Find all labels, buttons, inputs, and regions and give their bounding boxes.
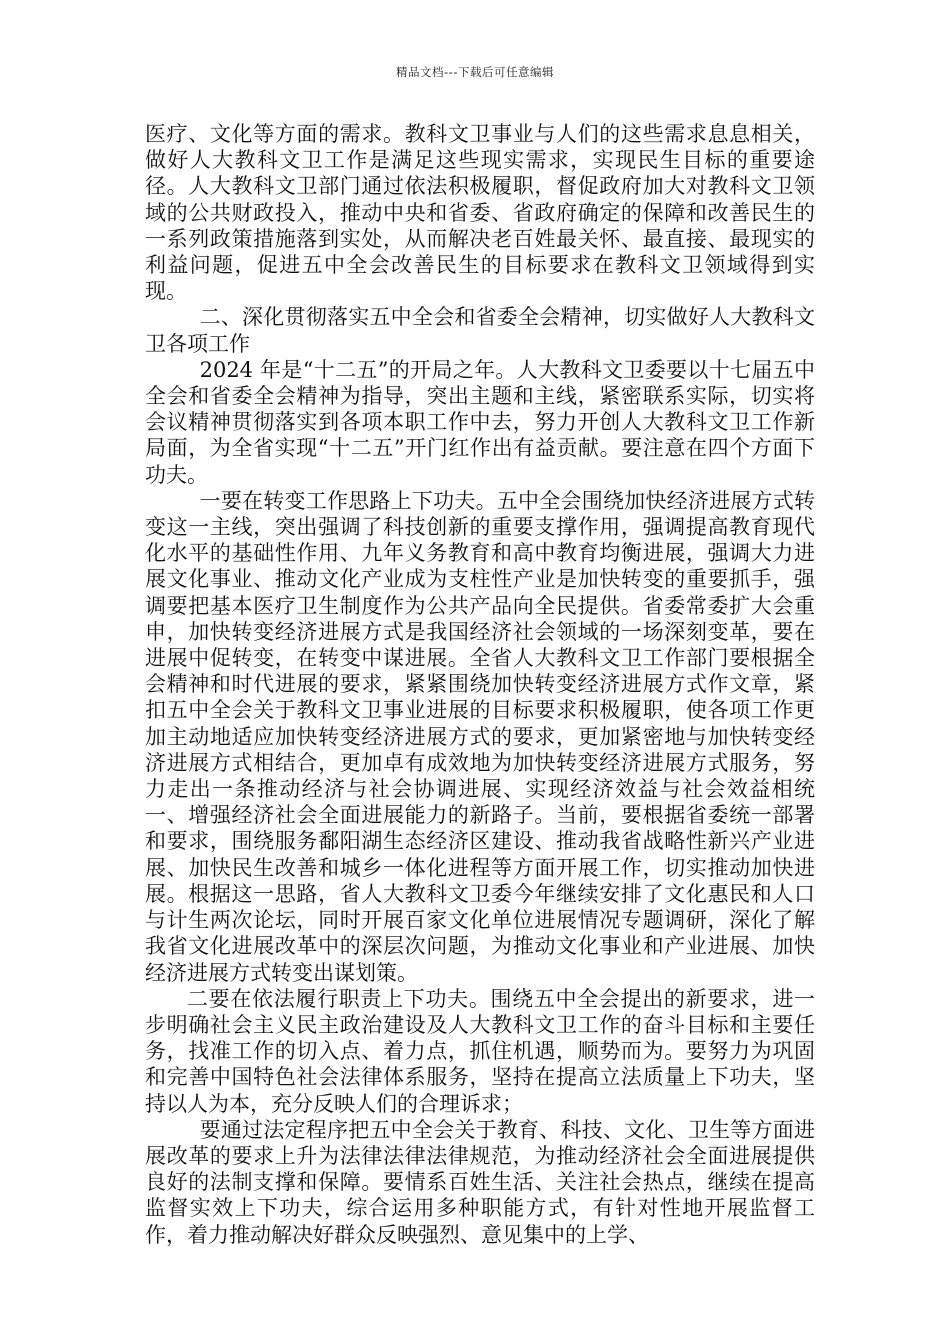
document-body	[145, 121, 815, 1248]
page-header: 精品文档---下载后可任意编辑	[396, 65, 554, 79]
paragraph-point-two: 二要在依法履行职责上下功夫。围绕五中全会提出的新要求，进一步明确社会主义民主政治建设及人大教科文卫工作的奋斗目标和主要任务，找准工作的切入点、着力点，抓住机遇，顺势而为。要努力为巩固和完善中国特色社会法律体系服务，坚持在提高立法质量上下功夫，坚持以人为本，充分反映人们的合理诉求；	[145, 986, 815, 1116]
paragraph-2024: 2024 年是“十二五”的开局之年。人大教科文卫委要以十七届五中全会和省委全会精神为指导，突出主题和主线，紧密联系实际，切实将会议精神贯彻落实到各项本职工作中去，努力开创人大教科文卫工作新局面，为全省实现“十二五”开门红作出有益贡献。要注意在四个方面下功夫。	[145, 357, 815, 487]
section-heading-2: 二、深化贯彻落实五中全会和省委全会精神，切实做好人大教科文卫各项工作	[145, 305, 815, 356]
paragraph-point-one: 一要在转变工作思路上下功夫。五中全会围绕加快经济进展方式转变这一主线，突出强调了科技创新的重要支撑作用，强调提高教育现代化水平的基础性作用、九年义务教育和高中教育均衡进展，强调大力进展文化事业、推动文化产业成为支柱性产业是加快转变的重要抓手，强调要把基本医疗卫生制度作为公共产品向全民提供。省委常委扩大会重申，加快转变经济进展方式是我国经济社会领域的一场深刻变革，要在进展中促转变，在转变中谋进展。全省人大教科文卫工作部门要根据全会精神和时代进展的要求，紧紧围绕加快转变经济进展方式作文章，紧扣五中全会关于教科文卫事业进展的目标要求积极履职，使各项工作更加主动地适应加快转变经济进展方式的要求，更加紧密地与加快转变经济进展方式相结合，更加卓有成效地为加快转变经济进展方式服务，努力走出一条推动经济与社会协调进展、实现经济效益与社会效益相统一、增强经济社会全面进展能力的新路子。当前，要根据省委统一部署和要求，围绕服务鄱阳湖生态经济区建设、推动我省战略性新兴产业进展、加快民生改善和城乡一体化进程等方面开展工作，切实推动加快进展。根据这一思路，省人大教科文卫委今年继续安排了文化惠民和人口与计生两次论坛，同时开展百家文化单位进展情况专题调研，深化了解我省文化进展改革中的深层次问题，为推动文化事业和产业进展、加快经济进展方式转变出谋划策。	[145, 488, 815, 985]
paragraph-1: 医疗、文化等方面的需求。教科文卫事业与人们的这些需求息息相关，做好人大教科文卫工作是满足这些现实需求，实现民生目标的重要途径。人大教科文卫部门通过依法积极履职，督促政府加大对教科文卫领域的公共财政投入，推动中央和省委、省政府确定的保障和改善民生的一系列政策措施落到实处，从而解决老百姓最关怀、最直接、最现实的利益问题，促进五中全会改善民生的目标要求在教科文卫领域得到实现。	[145, 122, 815, 304]
paragraph-legal-procedure: 要通过法定程序把五中全会关于教育、科技、文化、卫生等方面进展改革的要求上升为法律法律法律规范，为推动经济社会全面进展提供良好的法制支撑和保障。要情系百姓生活、关注社会热点，继续在提高监督实效上下功夫，综合运用多种职能方式，有针对性地开展监督工作，着力推动解决好群众反映强烈、意见集中的上学、	[145, 1117, 815, 1247]
